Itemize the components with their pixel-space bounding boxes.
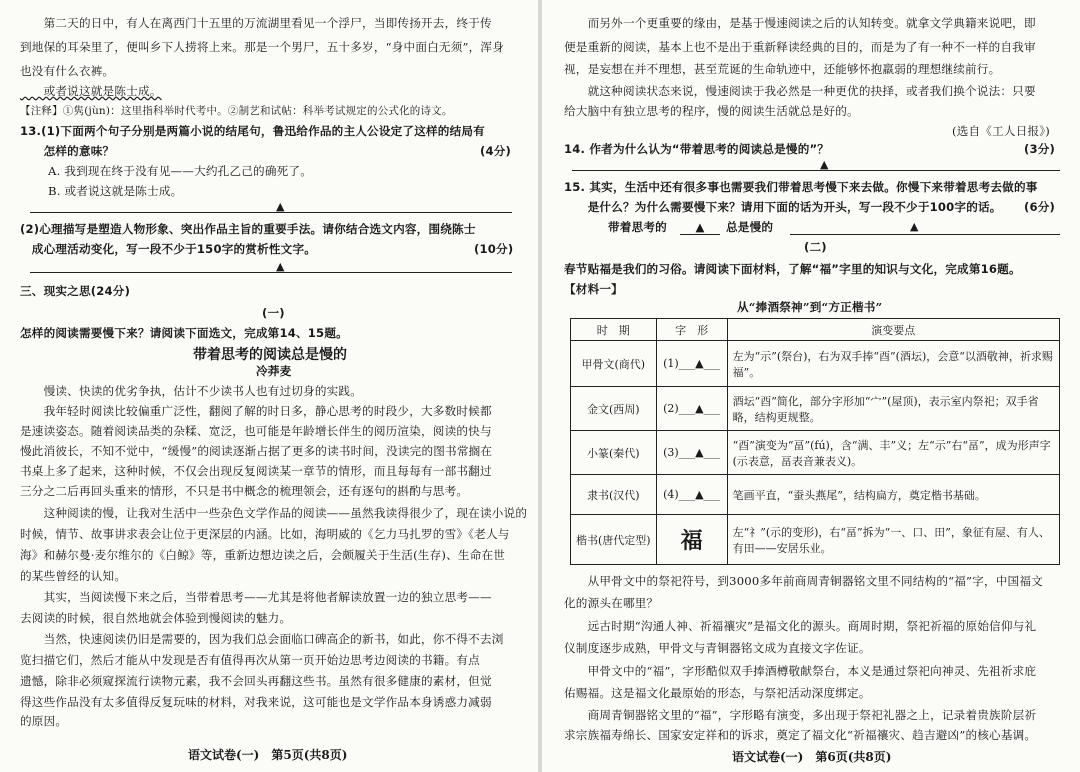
table-cell-form: (3)___▲___ bbox=[656, 431, 727, 475]
article-author: 冷莽麦 bbox=[256, 364, 292, 378]
body-line: 其实，当阅读慢下来之后，当带着思考——尤其是将他者解读放置一边的独立思考—— bbox=[20, 590, 492, 604]
text-line: 视，是妄想在并不理想，甚至荒诞的生命轨迹中，还能够怀抱羸弱的理想继续前行。 bbox=[564, 62, 1001, 76]
text-line: 求宗族福寿绵长、国家安定祥和的诉求，奠定了福文化“祈福禳灾、趋吉避凶”的核心基调。 bbox=[564, 728, 1037, 742]
footnote: 【注释】①隽(jùn)：这里指科举时代考中。②制艺和试帖：科举考试规定的公式化的诗文。 bbox=[20, 105, 453, 117]
material-label: 【材料一】 bbox=[564, 282, 623, 296]
answer-line bbox=[572, 170, 1060, 171]
table-cell-form: (2)___▲___ bbox=[656, 387, 727, 431]
text-line: 给大脑中有独立思考的程序，慢的阅读生活就总是好的。 bbox=[564, 104, 859, 118]
body-line: 遗憾，除非必须窥探流行读物元素，我不会回头再翻这些书。虽然有很多健康的素材，但觉 bbox=[20, 674, 492, 688]
body-line: 的原因。 bbox=[20, 714, 68, 728]
table-row bbox=[571, 341, 1060, 387]
text-line: 远古时期“沟通人神、祈福禳灾”是福文化的源头。商周时期，祭祀祈福的原始信仰与礼 bbox=[564, 619, 1037, 633]
body-line: 得这些作品没有太多值得反复玩味的材料，对我来说，这可能也是文学作品本身诱惑力减弱 bbox=[20, 695, 492, 709]
text-line: 便是重新的阅读，基本上也不是出于重新释读经典的目的，而是为了有一种不一样的自我审 bbox=[564, 40, 1036, 54]
body-line: 慢此消彼长，不知不觉中，“缓慢”的阅读逐渐占据了更多的读书时间，没读完的图书常搁在 bbox=[20, 444, 493, 458]
table-cell-period: 楷书(唐代定型) bbox=[571, 515, 657, 565]
body-line: 海》和赫尔曼·麦尔维尔的《白鲸》等，重新边想边读之后，会颇履关于生活(生存)、生命在世 bbox=[20, 548, 506, 562]
q13-part2-score: (10分) bbox=[474, 242, 514, 256]
answer-line bbox=[790, 234, 1060, 235]
answer-mark: ▲ bbox=[276, 200, 285, 213]
table-cell-points: 酒坛“酉”简化，部分字形加“宀”(屋顶)，表示室内祭祀；双手省略，结构更规整。 bbox=[727, 387, 1059, 431]
table-cell-period: 小篆(秦代) bbox=[571, 431, 657, 475]
page-footer: 语文试卷(一) 第5页(共8页) bbox=[188, 748, 348, 762]
text-line: 甲骨文中的“福”，字形酷似双手捧酒樽敬献祭台，本义是通过祭祀向神灵、先祖祈求庇 bbox=[564, 664, 1037, 678]
right-page bbox=[542, 0, 1080, 772]
q13-option-a: A. 我到现在终于没有见——大约孔乙己的确死了。 bbox=[48, 164, 313, 178]
q15-blank: ▲ bbox=[680, 220, 720, 235]
q15-starter-a: 带着思考的 bbox=[608, 220, 667, 234]
page-footer: 语文试卷(一) 第6页(共8页) bbox=[732, 750, 892, 764]
q14-score: (3分) bbox=[1024, 142, 1056, 156]
body-line: 是速读姿态。随着阅读品类的杂糅、宽泛，也可能是年龄增长伴生的阅历渲染，阅读的快与 bbox=[20, 424, 492, 438]
text-line: 仪制度逐步成熟，甲骨文与青铜器铭文成为直接文字佐证。 bbox=[564, 641, 871, 655]
q14-text: 14. 作者为什么认为“带着思考的阅读总是慢的”？ bbox=[564, 142, 830, 156]
body-line: 时候，情节、故事讲求表会让位于更深层的内涵。比如，海明威的《乞力马扎罗的雪》《老人与 bbox=[20, 527, 510, 541]
table-row bbox=[571, 431, 1060, 475]
table-cell-period: 金文(西周) bbox=[571, 387, 657, 431]
table-header-row bbox=[571, 319, 1060, 341]
text-line: 到地保的耳朵里了，便叫乡下人捞将上来。那是一个男尸，五十多岁，“身中面白无须”，浑身 bbox=[20, 40, 505, 54]
table-header: 演变要点 bbox=[727, 319, 1059, 341]
body-line: 的某些曾经的认知。 bbox=[20, 569, 127, 583]
body-line: 书桌上多了起来，这种时候，不仅会出现反复阅读某一章节的情形，而且每每有一部书翻过 bbox=[20, 464, 492, 478]
table-cell-points: 左为“示”(祭台)，右为双手捧“酉”(酒坛)，会意“以酒敬神，祈求赐福”。 bbox=[727, 341, 1059, 387]
body-line: 慢读、快读的优劣争执，估计不少读书人也有过切身的实践。 bbox=[20, 384, 363, 398]
q13-part2-cont: 成心理活动变化，写一段不少于150字的赏析性文字。 bbox=[20, 242, 317, 256]
part-label: (二) bbox=[804, 240, 827, 254]
body-line: 我年轻时阅读比较偏重广泛性，翻阅了解的时日多，静心思考的时段少，大多数时候都 bbox=[20, 404, 492, 418]
body-line: 去阅读的时候，很自然地就会体验到慢阅读的魅力。 bbox=[20, 611, 292, 625]
body-line: 三分之二后再回头重来的情形，不只是书中概念的梳理领会，还有逐句的斟酌与思考。 bbox=[20, 484, 469, 498]
table-title: 从“捧酒祭神”到“方正楷书” bbox=[737, 300, 883, 314]
q15-text-cont: 是什么？为什么需要慢下来？请用下面的话为开头，写一段不少于100字的话。 bbox=[564, 200, 1002, 214]
answer-mark: ▲ bbox=[820, 158, 829, 171]
table-cell-points: “酉”演变为“畐”(fú)，含“满、丰”义；左“示”右“畐”，成为形声字(示表意，畐表音兼表义)。 bbox=[727, 431, 1059, 475]
text-line: 第二天的日中，有人在离西门十五里的万流湖里看见一个浮尸，当即传扬开去，终于传 bbox=[20, 16, 492, 30]
table-cell-period: 甲骨文(商代) bbox=[571, 341, 657, 387]
answer-mark: ▲ bbox=[910, 220, 919, 233]
text-line: 或者说这就是陈士成。 bbox=[20, 84, 162, 98]
table-row bbox=[571, 515, 1060, 565]
reading-prompt: 怎样的阅读需要慢下来？请阅读下面选文，完成第14、15题。 bbox=[20, 326, 348, 340]
table-cell-points: 笔画平直，“蚕头燕尾”，结构扁方，奠定楷书基础。 bbox=[727, 475, 1059, 515]
body-line: 览扫描它们，然后才能从中发现是否有值得再次从第一页开始边思考边阅读的书籍。有点 bbox=[20, 653, 480, 667]
text-line: 而另外一个更重要的缘由，是基于慢速阅读之后的认知转变。就拿文学典籍来说吧，即 bbox=[564, 16, 1036, 30]
table-cell-form: (1)___▲___ bbox=[656, 341, 727, 387]
text-line: 商周青铜器铭文里的“福”，字形略有演变，多出现于祭祀礼器之上，记录着贵族阶层祈 bbox=[564, 708, 1037, 722]
table-cell-points: 左“礻”(示的变形)，右“畐”拆为“一、口、田”，象征有屋、有人、有田——安居乐业。 bbox=[727, 515, 1059, 565]
body-line: 这种阅读的慢，让我对生活中一些杂色文学作品的阅读——虽然我读得很少了，现在读小说的 bbox=[20, 506, 528, 520]
left-page bbox=[0, 0, 538, 772]
part-label: (一) bbox=[262, 306, 285, 320]
article-title: 带着思考的阅读总是慢的 bbox=[193, 347, 347, 363]
table-cell-form: (4)___▲___ bbox=[656, 475, 727, 515]
text-line: 从甲骨文中的祭祀符号，到3000多年前商周青铜器铭文里不同结构的“福”字，中国福文 bbox=[564, 574, 1043, 588]
q13-score: (4分) bbox=[480, 144, 512, 158]
table-row bbox=[571, 475, 1060, 515]
q13-intro-cont: 怎样的意味？ bbox=[20, 144, 115, 158]
q15-starter-b: 总是慢的 bbox=[726, 220, 774, 234]
q15-score: (6分) bbox=[1024, 200, 1056, 214]
text-line: 佑赐福。这是福文化最原始的形态，与祭祀活动深度绑定。 bbox=[564, 686, 871, 700]
table-cell-form-kaishu-fu: 福 bbox=[656, 515, 727, 565]
text-line: 就这种阅读状态来说，慢速阅读于我必然是一种更优的抉择，或者我们换个说法：只要 bbox=[564, 84, 1036, 98]
answer-mark: ▲ bbox=[276, 260, 285, 273]
q15-text: 15. 其实，生活中还有很多事也需要我们带着思考慢下来去做。你慢下来带着思考去做的事 bbox=[564, 180, 1038, 194]
answer-line bbox=[30, 212, 512, 213]
table-header: 时 期 bbox=[571, 319, 657, 341]
text-line: 化的源头在哪里？ bbox=[564, 596, 659, 610]
table-cell-period: 隶书(汉代) bbox=[571, 475, 657, 515]
answer-line bbox=[30, 272, 512, 273]
section-intro: 春节贴福是我们的习俗。请阅读下面材料，了解“福”字里的知识与文化，完成第16题。 bbox=[564, 262, 1021, 276]
table-header: 字 形 bbox=[656, 319, 727, 341]
table-row bbox=[571, 387, 1060, 431]
text-line: 也没有什么衣裤。 bbox=[20, 64, 115, 78]
q13-option-b: B. 或者说这就是陈士成。 bbox=[48, 184, 183, 198]
q13-intro: 13.(1)下面两个句子分别是两篇小说的结尾句，鲁迅给作品的主人公设定了这样的结局有 bbox=[20, 124, 485, 138]
section-heading: 三、现实之思(24分) bbox=[20, 284, 131, 298]
q13-part2: (2)心理描写是塑造人物形象、突出作品主旨的重要手法。请你结合选文内容，围绕陈士 bbox=[20, 222, 476, 236]
source-note: (选自《工人日报》) bbox=[952, 124, 1050, 138]
evolution-table bbox=[570, 318, 1060, 565]
body-line: 当然，快速阅读仍旧是需要的，因为我们总会面临口碑高企的新书，如此，你不得不去浏 bbox=[20, 632, 504, 646]
